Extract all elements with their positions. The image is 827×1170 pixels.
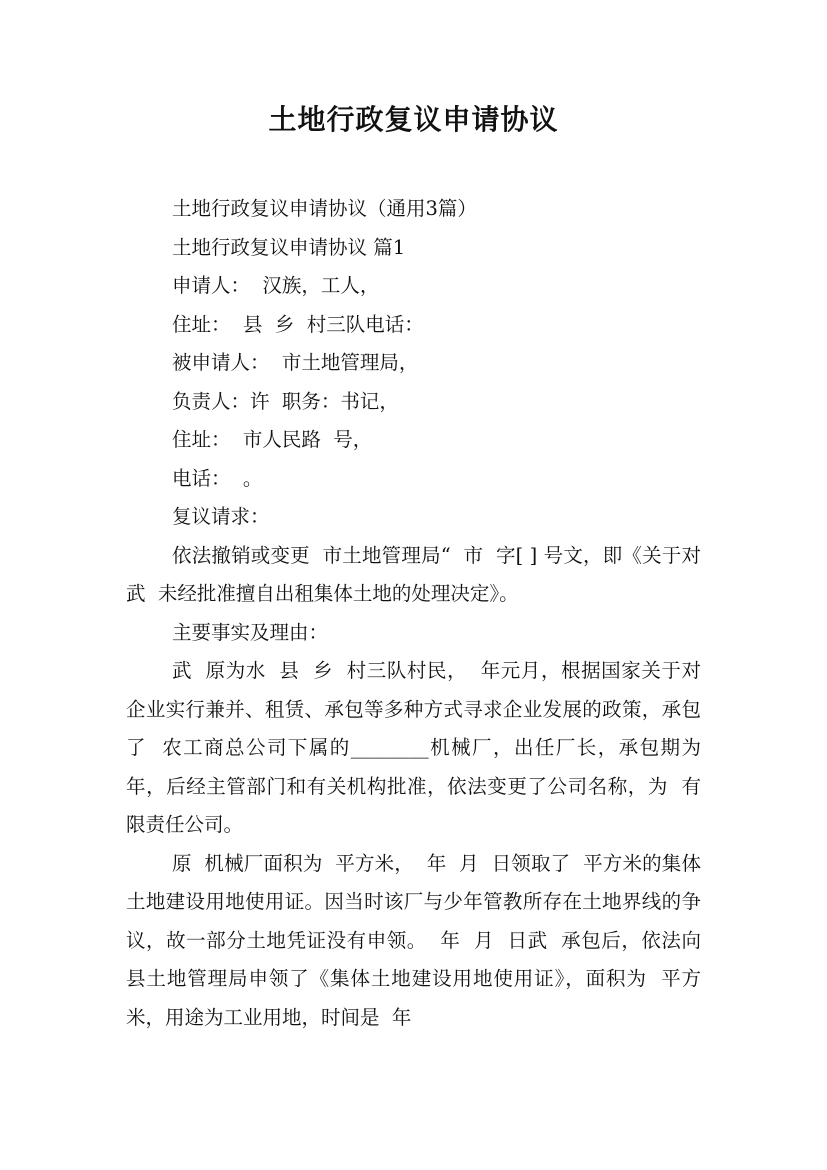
facts-paragraph-2: 原 机械厂面积为 平方米， 年 月 日领取了 平方米的集体土地建设用地使用证。因当时该厂与少年管教所存在土地界线的争议，故一部分土地凭证没有申领。 年 月 日武 承包后，依法向县土地管理局申领了《集体土地建设用地使用证》，面积为 平方米，用途为工业用地，时间是 年 <box>126 851 701 1029</box>
applicant-address-line: 住址： 县 乡 村三队电话： <box>172 312 424 336</box>
subtitle-line: 土地行政复议申请协议（通用3篇） <box>172 197 477 220</box>
part-heading-line: 土地行政复议申请协议 篇1 <box>172 235 406 259</box>
applicant-line: 申请人： 汉族，工人， <box>172 274 380 297</box>
document-title: 土地行政复议申请协议 <box>268 103 559 136</box>
respondent-address-line: 住址： 市人民路 号， <box>172 428 373 451</box>
facts-paragraph-1: 武 原为水 县 乡 村三队村民， 年元月，根据国家关于对企业实行兼并、租赁、承包等多种方式寻求企业发展的政策，承包了 农工商总公司下属的________机械厂，出任厂长，承包期为 年，后经主管部门和有关机构批准，依法变更了公司名称，为 有限责任公司。 <box>126 659 714 836</box>
request-heading: 复议请求： <box>172 505 270 528</box>
respondent-line: 被申请人： 市土地管理局， <box>172 351 419 374</box>
document-body <box>126 190 714 1037</box>
responsible-person-line: 负责人：许 职务：书记， <box>172 389 399 413</box>
facts-heading: 主要事实及理由： <box>172 620 329 644</box>
request-paragraph: 依法撤销或变更 市土地管理局“ 市 字[ ] 号文，即《关于对武 未经批准擅自出租集体土地的处理决定》。 <box>126 543 701 605</box>
phone-line: 电话： 。 <box>172 466 263 490</box>
